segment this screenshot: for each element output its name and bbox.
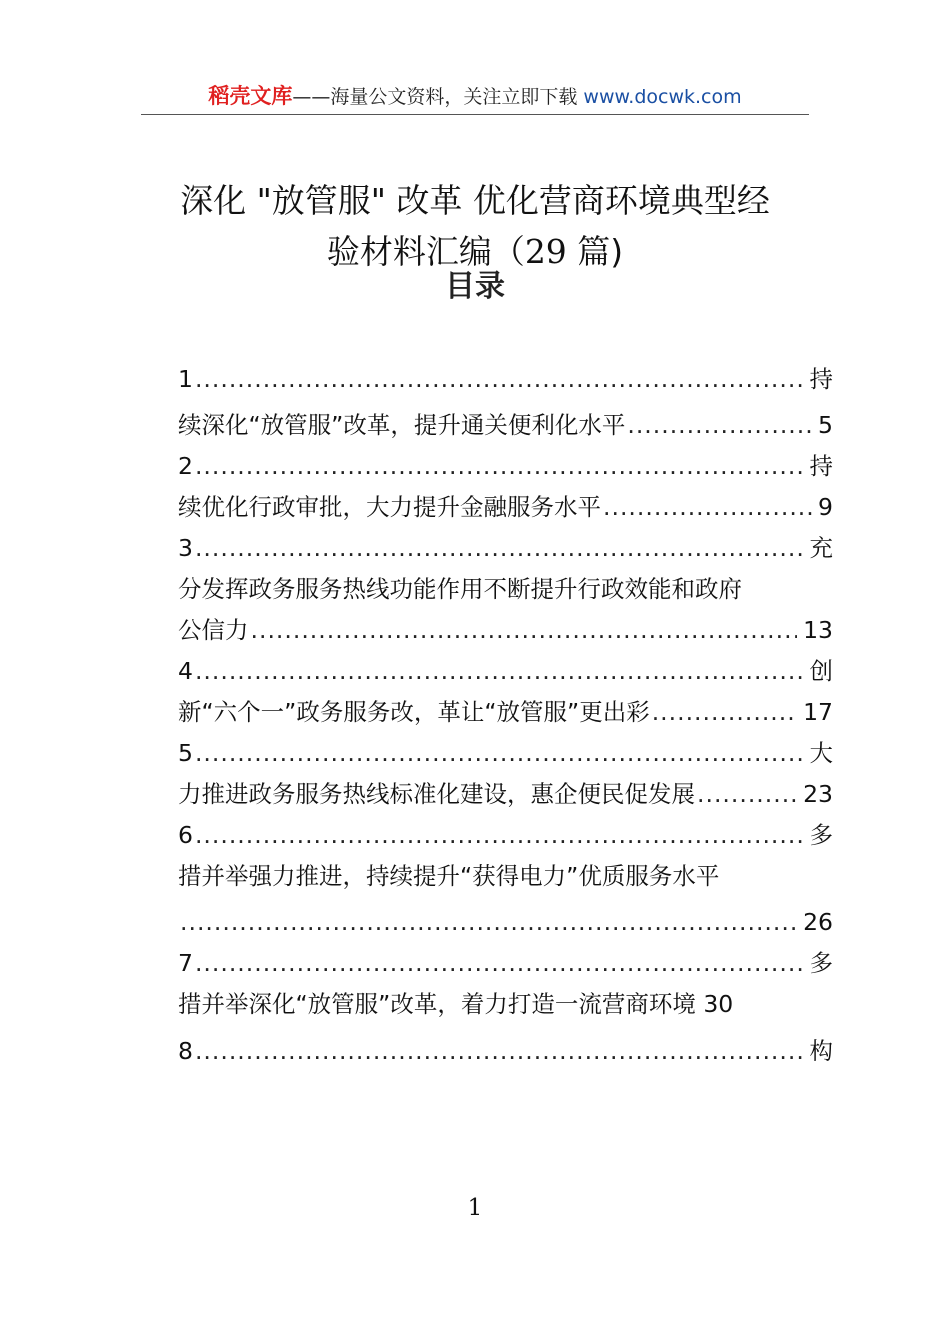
toc-leader-dots (697, 779, 797, 809)
toc-leader-dots (195, 533, 804, 563)
toc-title-text: 新“六个一”政务服务改，革让“放管服”更出彩 (178, 698, 650, 726)
toc-entry-4-number-line[interactable] (178, 656, 833, 686)
header-url-link[interactable]: www.docwk.com (583, 86, 742, 108)
toc-leader-dots (652, 697, 797, 727)
toc-leader-dots (180, 907, 797, 937)
toc-entry-2-number-line[interactable] (178, 451, 833, 481)
document-title-line-2 (100, 232, 850, 272)
title-line-2-end: 篇) (566, 232, 624, 271)
toc-entry-number: 4 (178, 657, 193, 685)
toc-leader-dots (195, 451, 804, 481)
toc-title-text: 力推进政务服务热线标准化建设，惠企便民促发展 (178, 780, 695, 808)
toc-entry-number: 8 (178, 1037, 193, 1065)
toc-entry-5-title-line[interactable] (178, 779, 833, 809)
toc-title-text: 续优化行政审批，大力提升金融服务水平 (178, 493, 601, 521)
toc-entry-8-number-line[interactable] (178, 1036, 833, 1066)
toc-entry-number: 7 (178, 949, 193, 977)
toc-entry-7-number-line[interactable] (178, 948, 833, 978)
toc-title-text: 公信力 (178, 616, 249, 644)
toc-entry-5-number-line[interactable] (178, 738, 833, 768)
toc-title-start: 充 (809, 534, 833, 562)
toc-entry-3-title-line-2[interactable] (178, 615, 833, 645)
toc-page-number: 5 (818, 411, 833, 439)
toc-page-number: 26 (803, 908, 833, 936)
toc-page-number: 9 (818, 493, 833, 521)
toc-title-text: 分发挥政务服务热线功能作用不断提升行政效能和政府 (178, 575, 742, 603)
document-title-line-1: 深化 "放管服" 改革 优化营商环境典型经 (180, 181, 770, 220)
toc-entry-number: 5 (178, 739, 193, 767)
toc-leader-dots (603, 492, 812, 522)
toc-leader-dots (195, 1036, 804, 1066)
toc-title-start: 多 (809, 821, 833, 849)
toc-title-start: 大 (809, 739, 833, 767)
header-divider (141, 114, 809, 115)
toc-entry-3-number-line[interactable] (178, 533, 833, 563)
toc-title-start: 构 (809, 1037, 833, 1065)
toc-title-start: 持 (809, 365, 833, 393)
toc-title-text: 措并举深化“放管服”改革，着力打造一流营商环境 30 (178, 990, 734, 1018)
toc-title-start: 多 (809, 949, 833, 977)
toc-leader-dots (195, 656, 804, 686)
toc-heading: 目录 (445, 269, 505, 304)
toc-page-number: 23 (803, 780, 833, 808)
page-number: 1 (467, 1195, 483, 1221)
toc-page-number: 17 (803, 698, 833, 726)
toc-entry-number: 6 (178, 821, 193, 849)
toc-entry-number: 1 (178, 365, 193, 393)
toc-entry-7-title-line[interactable] (178, 989, 733, 1019)
toc-leader-dots (251, 615, 798, 645)
toc-leader-dots (627, 410, 812, 440)
toc-entry-3-title-line[interactable] (178, 574, 742, 604)
header-slogan: ——海量公文资料，关注立即下载 (292, 86, 578, 108)
toc-leader-dots (195, 820, 804, 850)
toc-leader-dots (195, 948, 804, 978)
toc-entry-6-number-line[interactable] (178, 820, 833, 850)
toc-page-number: 13 (803, 616, 833, 644)
toc-entry-1-number-line[interactable] (178, 364, 833, 394)
toc-entry-number: 2 (178, 452, 193, 480)
brand-logo-text: 稻壳文库 (208, 84, 293, 108)
toc-entry-4-title-line[interactable] (178, 697, 833, 727)
toc-entry-1-title-line[interactable] (178, 410, 833, 440)
toc-title-start: 创 (809, 657, 833, 685)
toc-entry-6-title-line[interactable] (178, 861, 719, 891)
title-line-2-text: 验材料汇编（ (326, 232, 525, 271)
title-article-count: 29 (524, 232, 567, 271)
toc-title-text: 措并举强力推进，持续提升“获得电力”优质服务水平 (178, 862, 720, 890)
toc-entry-number: 3 (178, 534, 193, 562)
toc-title-text: 续深化“放管服”改革，提升通关便利化水平 (178, 411, 626, 439)
toc-entry-6-page-line[interactable] (178, 907, 833, 937)
toc-title-start: 持 (809, 452, 833, 480)
site-header (0, 82, 950, 111)
toc-leader-dots (195, 738, 804, 768)
toc-leader-dots (195, 364, 804, 394)
toc-entry-2-title-line[interactable] (178, 492, 833, 522)
